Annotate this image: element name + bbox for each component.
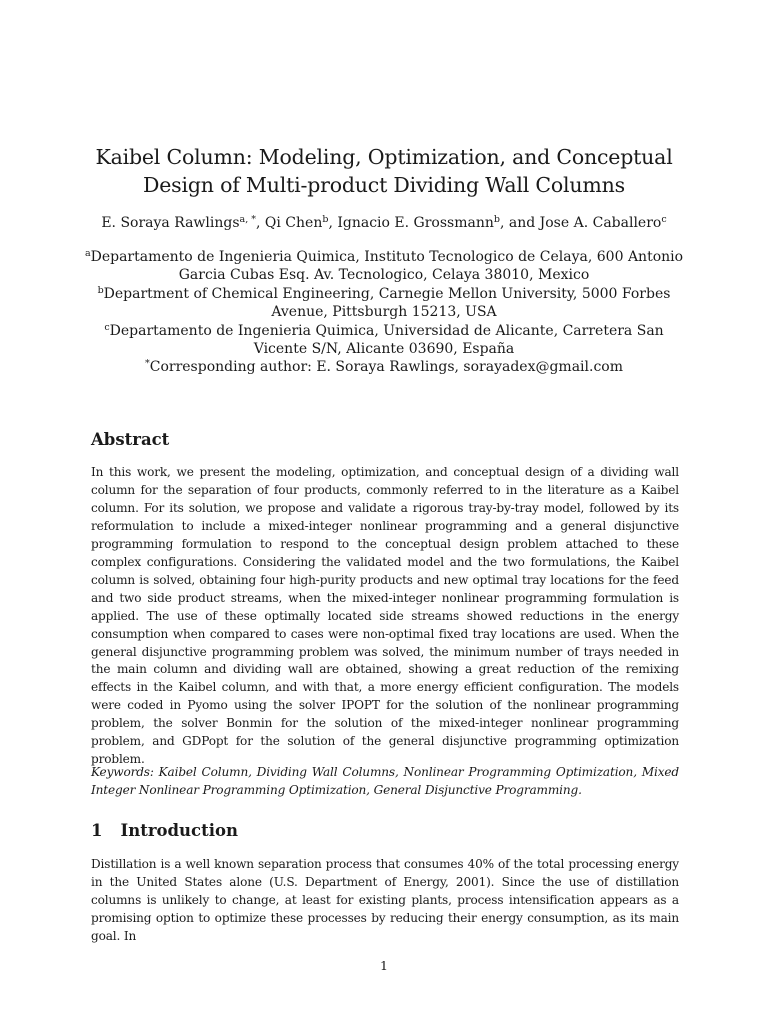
corresponding-author <box>80 358 688 376</box>
keywords: Keywords: Kaibel Column, Dividing Wall Columns, Nonlinear Programming Optimization, Mixed Integer Nonlinear Programming Optimization, General Disjunctive Programming. <box>91 765 679 797</box>
author-list <box>60 214 708 232</box>
page-number: 1 <box>380 958 388 973</box>
corresponding-text: Corresponding author: E. Soraya Rawlings, sorayadex@gmail.com <box>149 359 623 376</box>
affiliation-b <box>80 285 688 322</box>
affiliation-mark: b <box>97 284 104 296</box>
author-name: Ignacio E. Grossmann <box>337 215 494 231</box>
abstract-heading: Abstract <box>91 430 170 449</box>
section-title: Introduction <box>120 821 238 840</box>
affiliation-c <box>80 322 688 359</box>
affiliation-mark: a <box>84 248 91 259</box>
author-affil-mark: b <box>493 214 500 225</box>
corresponding-mark: * <box>145 358 150 370</box>
author-separator: , and <box>499 215 540 231</box>
affiliation-mark: c <box>104 321 110 333</box>
section-number: 1 <box>91 821 103 840</box>
affiliation-text: Department of Chemical Engineering, Carnegie Mellon University, 5000 Forbes Avenue, Pittsburgh 15213, USA <box>103 285 671 321</box>
section-heading-introduction <box>91 821 238 840</box>
author-affil-mark: a, * <box>239 214 256 225</box>
author-affil-mark: c <box>661 214 667 225</box>
author-name: Qi Chen <box>264 215 323 231</box>
author-name: E. Soraya Rawlings <box>101 215 240 231</box>
affiliation-text: Departamento de Ingenieria Quimica, Instituto Tecnologico de Celaya, 600 Antonio Garcia Cubas Esq. Av. Tecnologico, Celaya 38010, Mexico <box>90 249 684 284</box>
author-separator: , <box>256 215 265 231</box>
introduction-body: Distillation is a well known separation process that consumes 40% of the total processing energy in the United States alone (U.S. Department of Energy, 2001). Since the use of distillation columns is unlikely to change, at least for existing plants, process intensification appears as a promising option to optimize these processes by reducing their energy consumption, as its main goal. In <box>91 857 679 943</box>
affiliation-text: Departamento de Ingenieria Quimica, Universidad de Alicante, Carretera San Vicente S/N, Alicante 03690, España <box>109 322 664 358</box>
affiliation-a <box>80 248 688 285</box>
affiliation-list <box>80 248 688 377</box>
author-name: Jose A. Caballero <box>539 215 662 231</box>
paper-title: Kaibel Column: Modeling, Optimization, and Conceptual Design of Multi-product Dividing Wall Columns <box>95 145 673 197</box>
abstract-body: In this work, we present the modeling, optimization, and conceptual design of a dividing wall column for the separation of four products, commonly referred to in the literature as a Kaibel column. For its solution, we propose and validate a rigorous tray-by-tray model, followed by its reformulation to include a mixed-integer nonlinear programming and a general disjunctive programming formulation to respond to the conceptual design problem attached to these complex configurations. Considering the validated model and the two formulations, the Kaibel column is solved, obtaining four high-purity products and new optimal tray locations for the feed and two side product streams, when the mixed-integer nonlinear programming formulation is applied. The use of these optimally located side streams showed reductions in the energy consumption when compared to cases were non-optimal fixed tray locations are used. When the general disjunctive programming problem was solved, the minimum number of trays needed in the main column and dividing wall are obtained, showing a great reduction of the remixing effects in the Kaibel column, and with that, a more energy efficient configuration. The models were coded in Pyomo using the solver IPOPT for the solution of the nonlinear programming problem, the solver Bonmin for the solution of the mixed-integer nonlinear programming problem, and GDPopt for the solution of the general disjunctive programming optimization problem. <box>91 465 679 767</box>
author-separator: , <box>328 215 338 231</box>
author-affil-mark: b <box>322 214 329 225</box>
